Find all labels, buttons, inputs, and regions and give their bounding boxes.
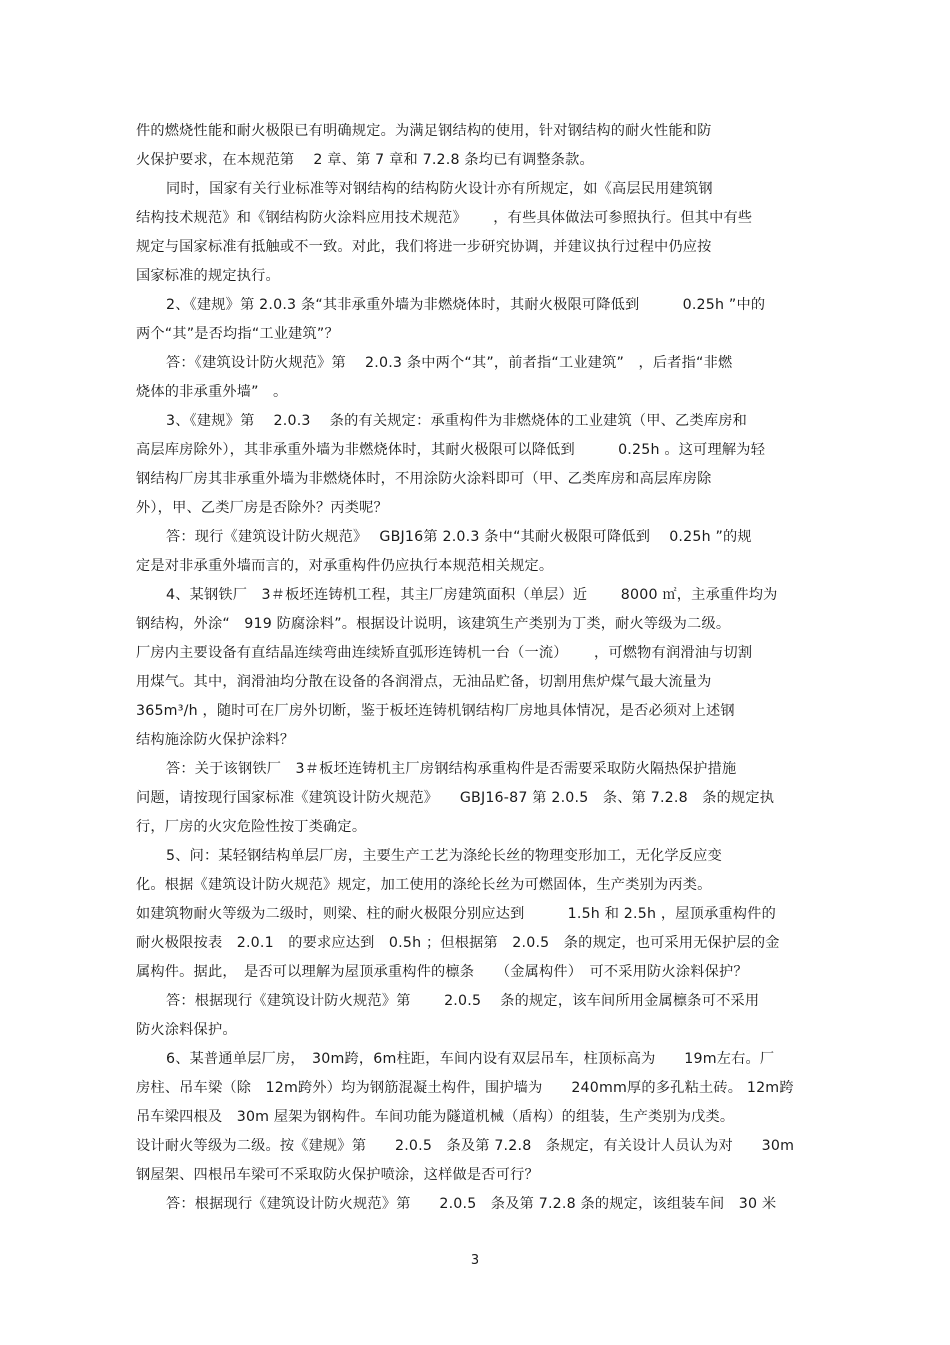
text-line: 答：《建筑设计防火规范》第 2.0.3 条中两个“其”，前者指“工业建筑” ，后者指“非燃 [166,355,733,371]
text-line: 外），甲、乙类厂房是否除外？丙类呢？ [136,500,388,516]
text-line: 如建筑物耐火等级为二级时，则梁、柱的耐火极限分别应达到 1.5h 和 2.5h ，屋顶承重构件的 [136,906,776,922]
text-line: 火保护要求，在本规范第 2 章、第 7 章和 7.2.8 条均已有调整条款。 [136,152,594,168]
text-line: 吊车梁四根及 30m 屋架为钢构件。车间功能为隧道机械（盾构）的组装，生产类别为戊类。 [136,1109,735,1125]
text-line: 答：根据现行《建筑设计防火规范》第 2.0.5 条及第 7.2.8 条的规定，该组装车间 30 米 [166,1196,777,1212]
text-line: 房柱、吊车梁（除 12m跨外）均为钢筋混凝土构件，围护墙为 240mm厚的多孔粘土砖。 12m跨 [136,1080,794,1096]
text-line: 钢结构厂房其非承重外墙为非燃烧体时，不用涂防火涂料即可（甲、乙类库房和高层库房除 [136,471,712,487]
text-line: 行，厂房的火灾危险性按丁类确定。 [136,819,367,835]
text-line: 防火涂料保护。 [136,1022,237,1038]
text-line: 答：根据现行《建筑设计防火规范》第 2.0.5 条的规定，该车间所用金属檩条可不采用 [166,993,760,1009]
text-line: 耐火极限按表 2.0.1 的要求应达到 0.5h ；但根据第 2.0.5 条的规定，也可采用无保护层的金 [136,935,780,951]
text-line: 同时，国家有关行业标准等对钢结构的结构防火设计亦有所规定，如《高层民用建筑钢 [166,181,713,197]
text-line: 件的燃烧性能和耐火极限已有明确规定。为满足钢结构的使用，针对钢结构的耐火性能和防 [136,123,712,139]
text-line: 结构技术规范》和《钢结构防火涂料应用技术规范》 ，有些具体做法可参照执行。但其中有些 [136,210,753,226]
text-line: 用煤气。其中，润滑油均分散在设备的各润滑点，无油品贮备，切割用焦炉煤气最大流量为 [136,674,712,690]
text-line: 3、《建规》第 2.0.3 条的有关规定：承重构件为非燃烧体的工业建筑（甲、乙类库房和 [166,413,747,429]
text-line: 烧体的非承重外墙” 。 [136,384,288,400]
text-line: 化。根据《建筑设计防火规范》规定，加工使用的涤纶长丝为可燃固体，生产类别为丙类。 [136,877,712,893]
page-number: 3 [470,1253,480,1268]
text-line: 365m³/h ，随时可在厂房外切断，鉴于板坯连铸机钢结构厂房地具体情况，是否必须对上述钢 [136,703,735,719]
text-line: 钢屋架、四根吊车梁可不采取防火保护喷涂，这样做是否可行？ [136,1167,539,1183]
text-line: 6、某普通单层厂房， 30m跨，6m柱距，车间内设有双层吊车，柱顶标高为 19m左右。厂 [166,1051,775,1067]
text-line: 国家标准的规定执行。 [136,268,280,284]
text-line: 属构件。据此， 是否可以理解为屋顶承重构件的檩条 （金属构件） 可不采用防火涂料保护？ [136,964,748,980]
text-line: 5、问：某轻钢结构单层厂房，主要生产工艺为涤纶长丝的物理变形加工，无化学反应变 [166,848,722,864]
text-line: 答：关于该钢铁厂 3＃板坯连铸机主厂房钢结构承重构件是否需要采取防火隔热保护措施 [166,761,737,777]
text-line: 4、某钢铁厂 3＃板坯连铸机工程，其主厂房建筑面积（单层）近 8000 ㎡，主承重件均为 [166,587,778,603]
text-line: 结构施涂防火保护涂料？ [136,732,295,748]
text-line: 定是对非承重外墙而言的，对承重构件仍应执行本规范相关规定。 [136,558,554,574]
text-line: 高层库房除外），其非承重外墙为非燃烧体时，其耐火极限可以降低到 0.25h 。这可理解为轻 [136,442,766,458]
text-line: 厂房内主要设备有直结晶连续弯曲连续矫直弧形连铸机一台（一流） ，可燃物有润滑油与切割 [136,645,753,661]
text-line: 两个“其”是否均指“工业建筑”？ [136,326,339,342]
text-line: 规定与国家标准有抵触或不一致。对此，我们将进一步研究协调，并建议执行过程中仍应按 [136,239,712,255]
text-line: 钢结构，外涂“ 919 防腐涂料”。根据设计说明，该建筑生产类别为丁类，耐火等级为二级。 [136,616,731,632]
text-line: 答：现行《建筑设计防火规范》 GBJ16第 2.0.3 条中“其耐火极限可降低到 0.25h ”的规 [166,529,752,545]
text-line: 问题，请按现行国家标准《建筑设计防火规范》 GBJ16-87 第 2.0.5 条、第 7.2.8 条的规定执 [136,790,775,806]
text-line: 设计耐火等级为二级。按《建规》第 2.0.5 条及第 7.2.8 条规定，有关设计人员认为对 30m [136,1138,795,1154]
text-line: 2、《建规》第 2.0.3 条“其非承重外墙为非燃烧体时，其耐火极限可降低到 0.25h ”中的 [166,297,766,313]
